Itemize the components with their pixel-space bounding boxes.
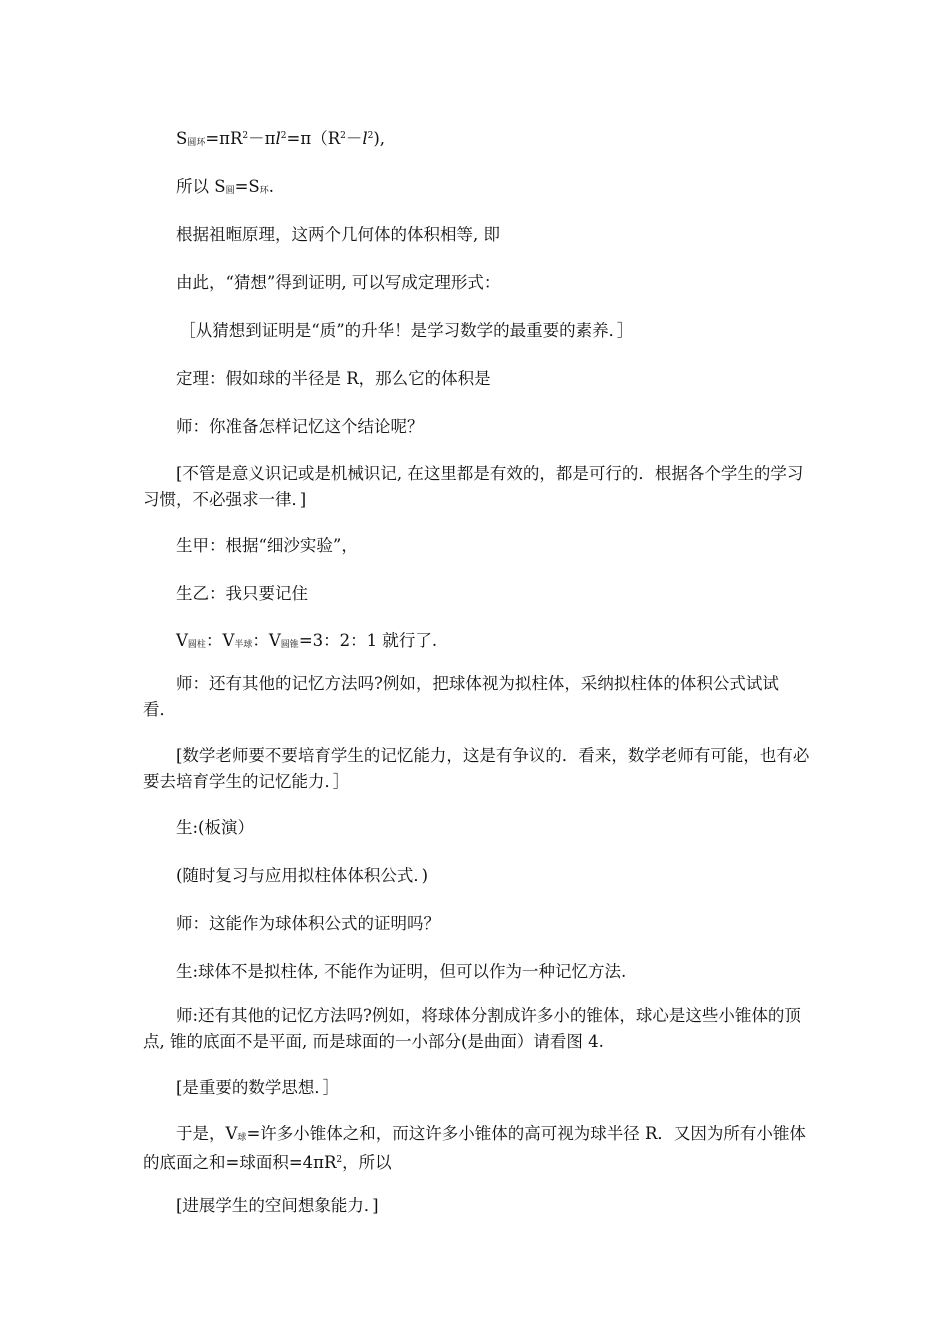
paragraph-sum-of-cones (143, 1121, 811, 1179)
superscript: 2 (280, 131, 287, 141)
text-run: 所以 S (176, 177, 226, 196)
text-run: －π (248, 129, 276, 148)
paragraph-student-board: 生:(板演） (176, 818, 254, 837)
text-run: . (268, 177, 274, 196)
text-run: ), (373, 129, 386, 148)
text-run: 于是，V (176, 1124, 238, 1143)
paragraph-teacher-prismoid: 师：还有其他的记忆方法吗?例如，把球体视为拟柱体，采纳拟柱体的体积公式试试看． (143, 674, 779, 719)
italic-variable: l (275, 129, 281, 148)
paragraph-conjecture-proved: 由此，“猜想”得到证明, 可以写成定理形式： (176, 273, 501, 292)
annotation-memory-ability: [数学老师要不要培育学生的记忆能力，这是有争议的．看来，数学老师有可能，也有必要去培育学生的记忆能力．］ (143, 746, 810, 791)
text-run: =3：2：1 就行了. (298, 631, 438, 650)
paragraph-zuxuan-principle: 根据祖暅原理，这两个几何体的体积相等, 即 (176, 225, 500, 244)
paragraph-student-answer: 生:球体不是拟柱体, 不能作为证明，但可以作为一种记忆方法. (176, 962, 627, 981)
subscript: 环 (259, 186, 269, 196)
annotation-math-thought: [是重要的数学思想．］ (176, 1078, 340, 1097)
subscript: 圆环 (187, 138, 206, 148)
text-run: =πR (205, 129, 243, 148)
text-run: ：V (252, 631, 281, 650)
text-run: － (345, 129, 363, 148)
paragraph-student-b: 生乙：我只要记住 (176, 584, 308, 603)
text-run: =π（R (286, 129, 341, 148)
paragraph-teacher-question: 师：你准备怎样记忆这个结论呢？ (176, 417, 424, 436)
paragraph-review-note: (随时复习与应用拟柱体体积公式．) (176, 866, 429, 885)
text-run: S (176, 129, 188, 148)
formula-area-equal (143, 174, 811, 203)
annotation-spatial-imagination: [进展学生的空间想象能力．] (176, 1196, 379, 1215)
text-run: V (176, 631, 188, 650)
superscript: 2 (336, 1155, 343, 1165)
subscript: 球 (237, 1133, 247, 1143)
formula-ring-area (143, 126, 811, 155)
annotation-memory-types: [不管是意义识记或是机械识记, 在这里都是有效的，都是可行的．根据各个学生的学习习惯，不必强求一律．] (143, 464, 804, 509)
paragraph-theorem: 定理：假如球的半径是 R，那么它的体积是 (176, 369, 491, 388)
annotation-conjecture-to-proof: ［从猜想到证明是“质”的升华！是学习数学的最重要的素养．］ (179, 321, 634, 340)
text-run: =许多小锥体之和，而这许多小锥体的高可视为球半径 R．又因为所有小锥体的底面之和=球面积=4πR (143, 1124, 806, 1172)
paragraph-teacher-cones: 师:还有其他的记忆方法吗?例如，将球体分割成许多小的锥体，球心是这些小锥体的顶点, 锥的底面不是平面, 而是球面的一小部分(是曲面）请看图 4. (143, 1006, 801, 1051)
paragraph-student-a: 生甲：根据“细沙实验”， (176, 536, 358, 555)
text-run: =S (234, 177, 260, 196)
formula-volume-ratio (143, 628, 811, 657)
subscript: 圆柱 (187, 640, 206, 650)
subscript: 圆锥 (280, 640, 299, 650)
superscript: 2 (242, 131, 249, 141)
subscript: 半球 (234, 640, 253, 650)
superscript: 2 (340, 131, 346, 141)
paragraph-teacher-proof-question: 师：这能作为球体积公式的证明吗？ (176, 914, 440, 933)
italic-variable: l (362, 129, 368, 148)
subscript: 圆 (225, 186, 235, 196)
superscript: 2 (367, 131, 374, 141)
text-run: ，所以 (342, 1153, 392, 1172)
text-run: ：V (205, 631, 235, 650)
